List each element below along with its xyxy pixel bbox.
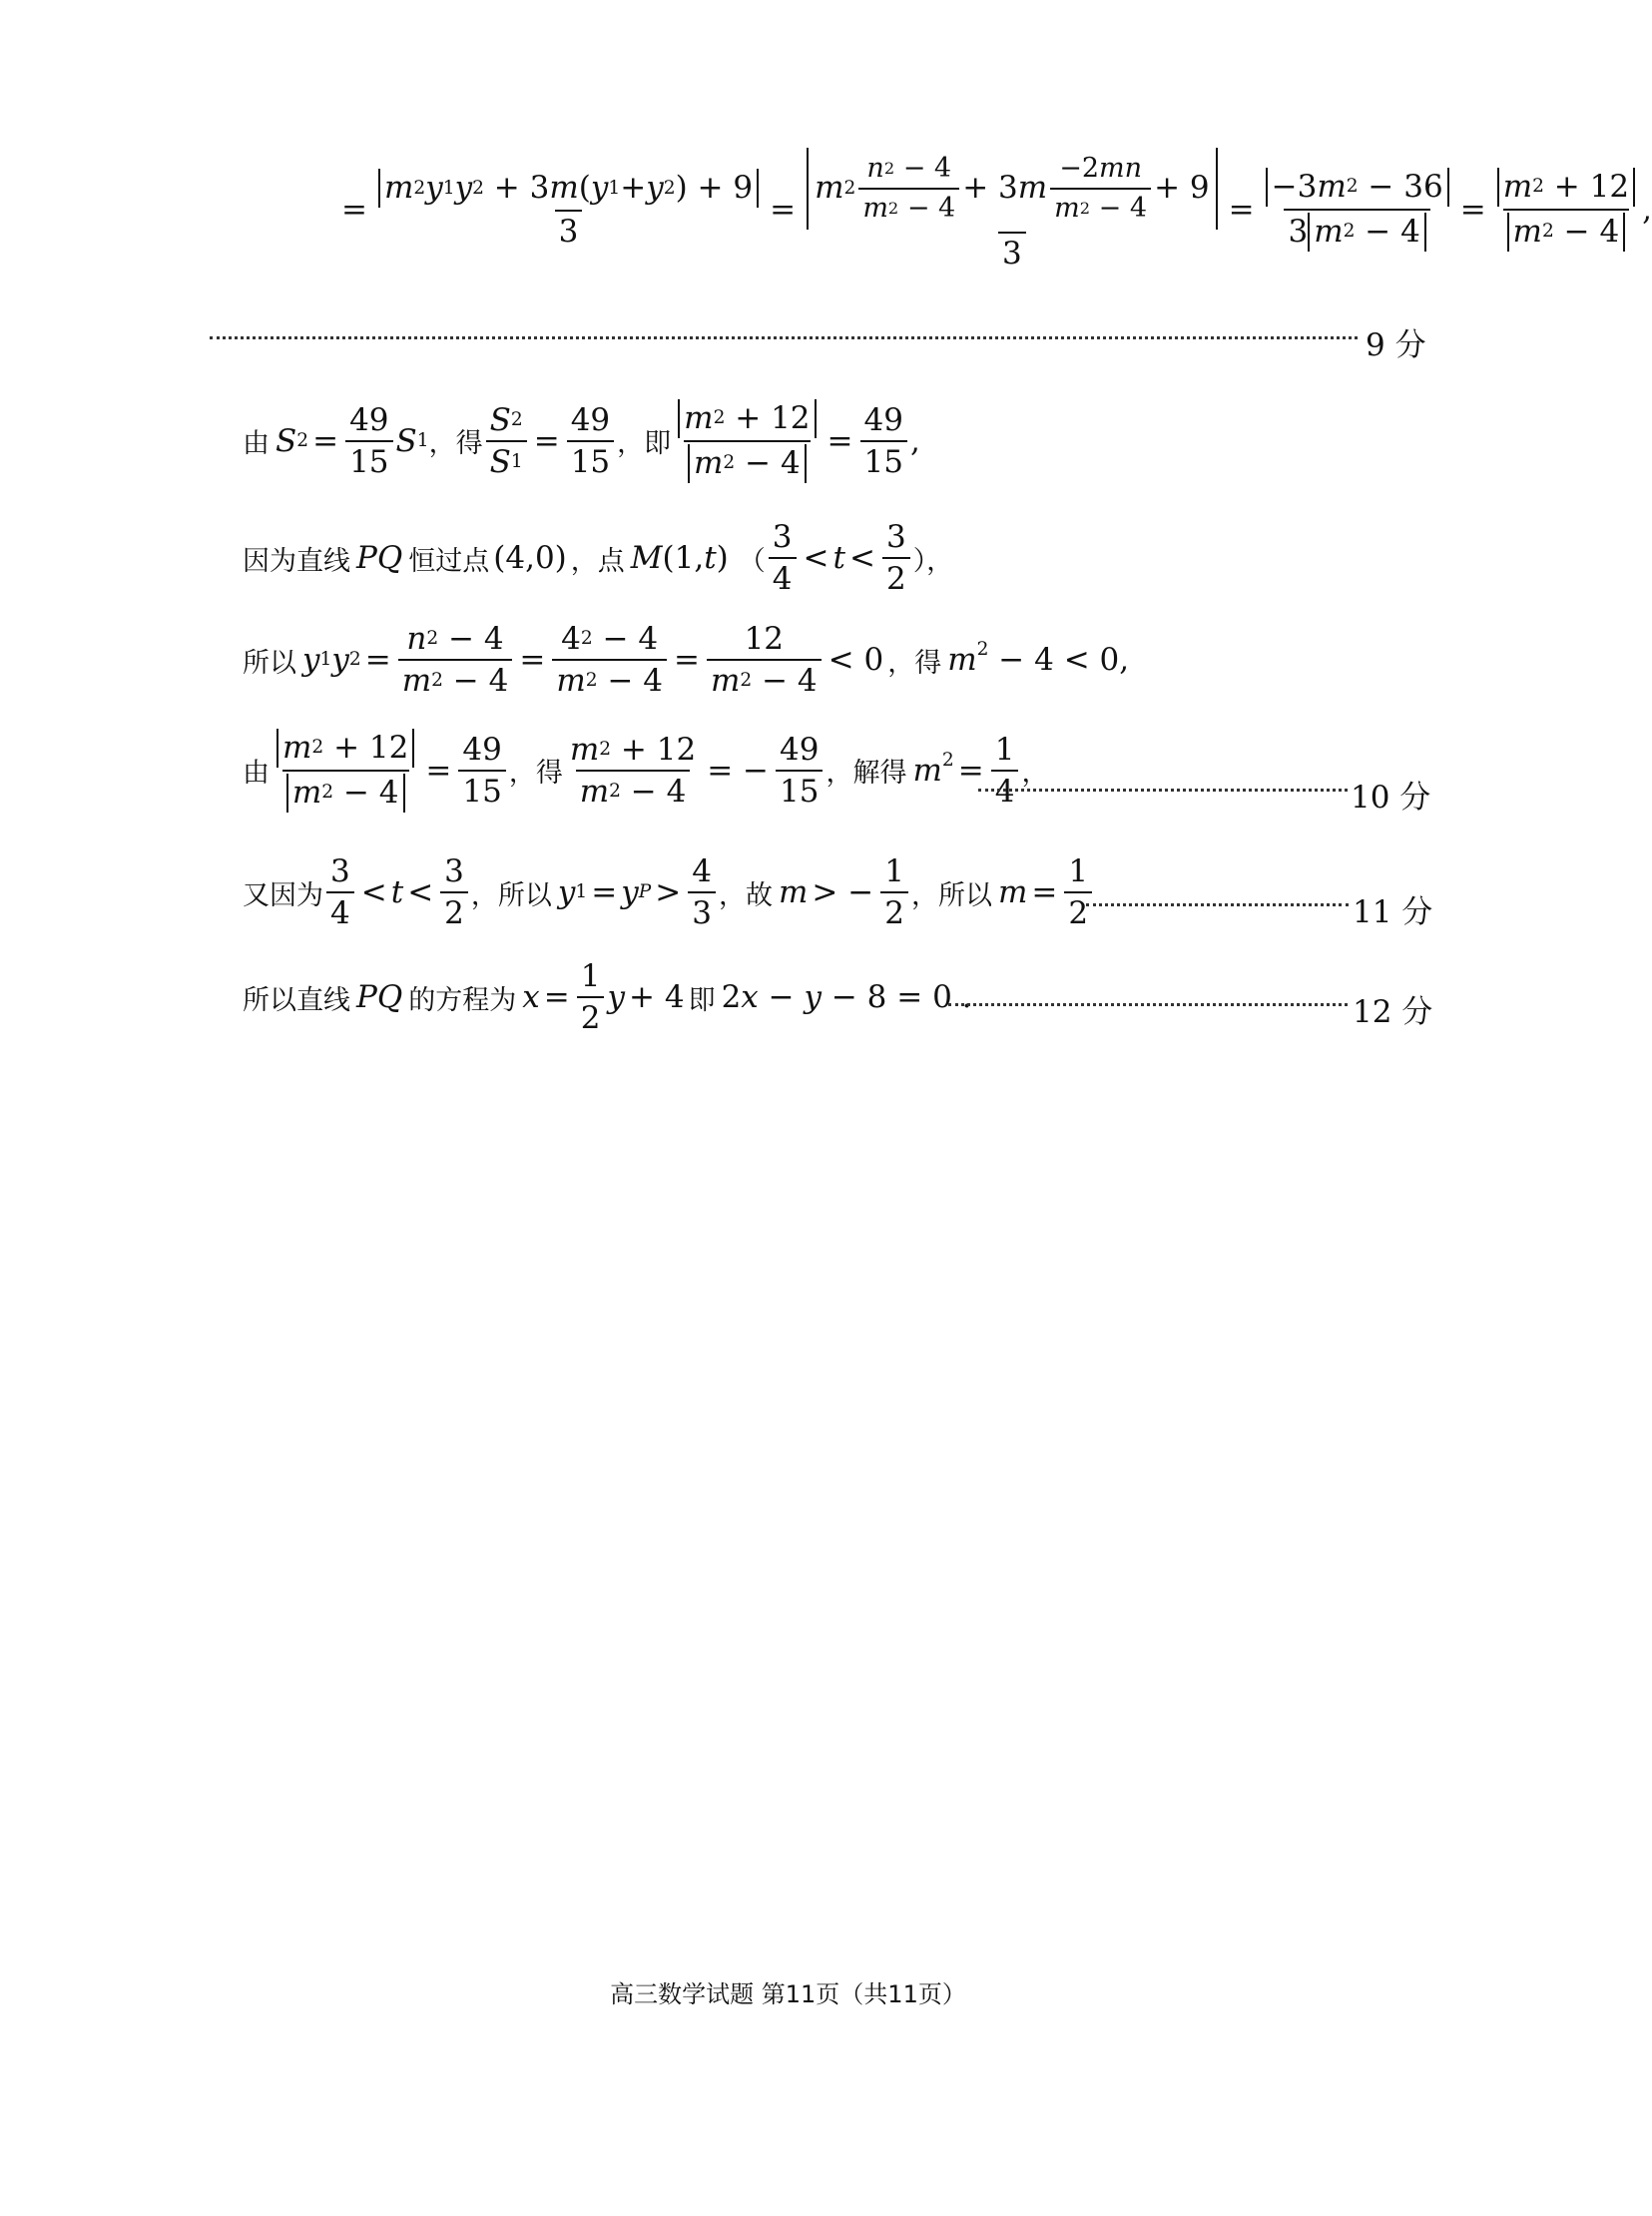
formula-line-2: 由 S 2 = $\frac{49}{15}$ S 1 ，得 S 2 S 1 = $\frac{49}{15}$ ，即 m 2 + 12 m 2 − 4 = $\frac{49}{15}$ , bbox=[243, 400, 920, 481]
dotted-leader-9 bbox=[210, 336, 1358, 339]
dotted-leader-10 bbox=[978, 789, 1348, 792]
fraction-1: m 2 y 1 y 2 + 3 m ( y 1 + y 2 ) + 9 3 bbox=[374, 169, 763, 250]
formula-line-3: 因为直线 PQ 恒过点 (4,0) ，点 M(1,t) （ $\frac{3}{4}$ < t < $\frac{3}{2}$ ）， bbox=[243, 519, 954, 597]
fraction-3: −3 m 2 − 36 3 m 2 − 4 bbox=[1262, 168, 1453, 252]
dotted-leader-12 bbox=[948, 1003, 1348, 1006]
score-11: 11 分 bbox=[1353, 894, 1433, 930]
fraction-2: m 2 n 2 − 4 m 2 − 4 + 3 m −2 mn m 2 − 4 + 9 3 bbox=[803, 148, 1222, 272]
formula-line-6: 又因为 $\frac{3}{4}$ < t < $\frac{3}{2}$ ，所以 y 1 = y P > $\frac{4}{3}$ ，故 m > − $\frac{1}{2}$ ，所以 m = $\frac{1}{2}$ bbox=[243, 853, 1095, 931]
fraction-4: m 2 + 12 m 2 − 4 bbox=[1493, 168, 1639, 252]
formula-line-1: = m 2 y 1 y 2 + 3 m ( y 1 + y 2 ) + 9 3 = m 2 n 2 − 4 m 2 − 4 + 3 m −2 mn m 2 − 4 + 9 3 = −3 m 2 − 36 3 m 2 − 4 = m 2 + 12 m 2 − 4 , bbox=[337, 148, 1652, 272]
score-9: 9 分 bbox=[1366, 327, 1426, 363]
formula-line-7: 所以直线 PQ 的方程为 x = $\frac{1}{2}$ y + 4 即 2x − y − 8 = 0 . bbox=[243, 958, 972, 1036]
formula-line-5: 由 m 2 + 12 m 2 − 4 = $\frac{49}{15}$ ，得 m 2 + 12 m 2 − 4 = − $\frac{49}{15}$ ，解得 $m^2$ = $\frac{1}{4}$ ， bbox=[243, 730, 1049, 811]
score-10: 10 分 bbox=[1351, 780, 1431, 816]
page-footer: 高三数学试题 第11页（共11页） bbox=[610, 1980, 966, 2008]
score-12: 12 分 bbox=[1353, 994, 1433, 1030]
dotted-leader-11 bbox=[1086, 903, 1349, 906]
formula-line-4: 所以 y 1 y 2 = n 2 − 4 m 2 − 4 = 4 2 − 4 m 2 − 4 = 12 m 2 − 4 < 0 ，得 $m^2 - 4 < 0$ , bbox=[243, 621, 1130, 699]
equals: = bbox=[341, 191, 367, 228]
